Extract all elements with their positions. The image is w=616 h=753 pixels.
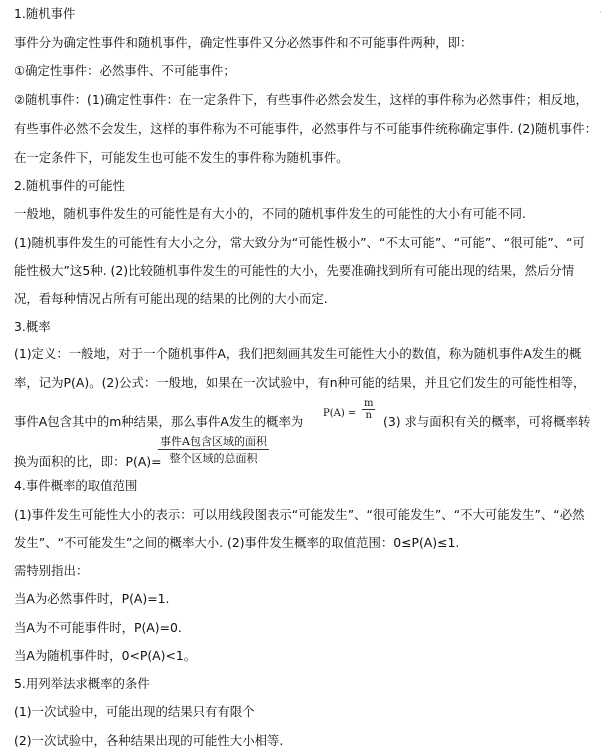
section-5-line-2: (2)一次试验中，各种结果出现的可能性大小相等. [14,733,284,748]
area-fraction [158,433,269,466]
section-2-title: 2.随机事件的可能性 [14,178,125,193]
section-3-line-2: 率，记为P(A)。(2)公式：一般地，如果在一次试验中，有n种可能的结果，并且它们发生的可能性相等， [14,375,586,390]
section-3-title: 3.概率 [14,319,51,334]
section-1-title: 1.随机事件 [14,6,76,21]
section-1-line-2: ①确定性事件：必然事件、不可能事件； [14,63,236,78]
section-1-line-5: 在一定条件下，可能发生也可能不发生的事件称为随机事件。 [14,150,349,165]
section-3-line-3b: (3) 求与面积有关的概率，可将概率转 [383,414,591,429]
section-5-line-1: (1)一次试验中，可能出现的结果只有有限个 [14,704,255,719]
section-3-line-4: 换为面积的比，即：P(A)= [14,454,162,469]
section-4-line-6: 当A为随机事件时，0<P(A)<1。 [14,648,197,663]
section-3-line-3a: 事件A包含其中的m种结果，那么事件A发生的概率为 [14,414,304,429]
section-1-line-3: ②随机事件：(1)确定性事件：在一定条件下，有些事件必然会发生，这样的事件称为必然事件；相反地， [14,92,588,107]
section-2-line-3: 能性极大”这5种. (2)比较随机事件发生的可能性的大小，先要准确找到所有可能出现的结果，然后分情 [14,263,575,278]
section-2-line-4: 况，看每种情况占所有可能出现的结果的比例的大小而定. [14,291,328,306]
formula-fraction [362,398,375,421]
section-5-title: 5.用列举法求概率的条件 [14,676,150,691]
area-numerator: 事件A包含区域的面积 [160,435,267,448]
corner-mark: · [599,8,602,18]
section-4-line-3: 需特别指出： [14,563,89,578]
section-2-line-1: 一般地，随机事件发生的可能性是有大小的，不同的随机事件发生的可能性的大小有可能不同. [14,206,526,221]
section-4-line-4: 当A为必然事件时，P(A)=1. [14,591,170,606]
section-1-line-1: 事件分为确定性事件和随机事件，确定性事件又分必然事件和不可能事件两种，即： [14,35,473,50]
section-1-line-4: 有些事件必然不会发生，这样的事件称为不可能事件，必然事件与不可能事件统称确定事件. (2)随机事件： [14,121,598,136]
formula-lhs: P(A) = [323,408,357,419]
section-4-line-5: 当A为不可能事件时，P(A)=0. [14,620,182,635]
section-4-line-2: 发生”、“不可能发生”之间的概率大小. (2)事件发生概率的取值范围：0≤P(A)≤1. [14,535,460,550]
area-denominator: 整个区域的总面积 [169,452,258,465]
section-4-line-1: (1)事件发生可能性大小的表示：可以用线段图表示“可能发生”、“很可能发生”、“不大可能发生”、“必然 [14,507,585,522]
formula-numerator: m [364,398,374,409]
section-3-line-1: (1)定义：一般地，对于一个随机事件A，我们把刻画其发生可能性大小的数值，称为随机事件A发生的概 [14,346,582,361]
formula-denominator: n [365,410,372,421]
section-2-line-2: (1)随机事件发生的可能性有大小之分，常大致分为“可能性极小”、“不太可能”、“可能”、“很可能”、“可 [14,235,585,250]
section-4-title: 4.事件概率的取值范围 [14,478,138,493]
